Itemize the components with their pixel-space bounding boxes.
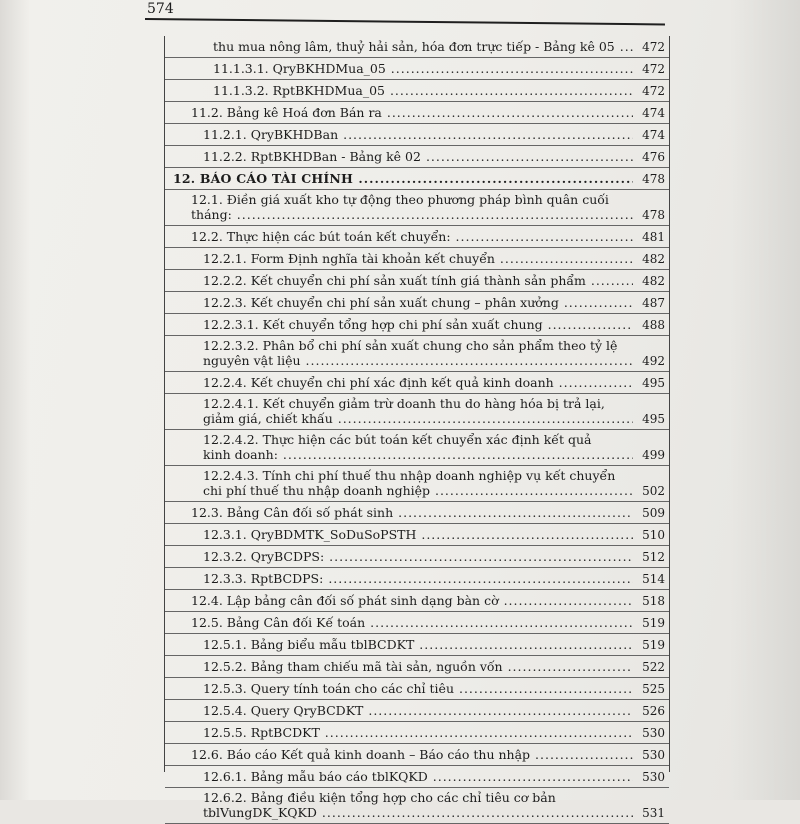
toc-entry bbox=[165, 766, 669, 788]
toc-entry-title: 12.4. Lập bảng cân đối số phát sinh dạng bàn cờ ..... bbox=[191, 593, 633, 608]
toc-entry-page: 510 bbox=[642, 528, 665, 542]
toc-entry-title: 12.2.2. Kết chuyển chi phí sản xuất tính giá thành sản phẩm ..... bbox=[203, 273, 633, 288]
toc-entry bbox=[165, 722, 669, 744]
toc-entry-page: 472 bbox=[642, 40, 665, 54]
toc-entry-title-line1: 12.2.4.2. Thực hiện các bút toán kết chuyển xác định kết quả bbox=[203, 432, 592, 447]
toc-entry bbox=[165, 80, 669, 102]
toc-entry-page: 495 bbox=[642, 376, 665, 390]
toc-entry-page: 502 bbox=[642, 484, 665, 498]
toc-entry bbox=[165, 568, 669, 590]
toc-entry-page: 530 bbox=[642, 748, 665, 762]
toc-entry bbox=[165, 612, 669, 634]
toc-rows bbox=[165, 36, 669, 824]
toc-entry bbox=[165, 36, 669, 58]
toc-entry bbox=[165, 430, 669, 466]
toc-entry-page: 476 bbox=[642, 150, 665, 164]
toc-entry-title: 12.5.1. Bảng biểu mẫu tblBCDKT ..... bbox=[203, 637, 633, 652]
toc-entry-title: 12.3.3. RptBCDPS: ..... bbox=[203, 571, 633, 586]
toc-entry-title: 12.6.1. Bảng mẫu báo cáo tblKQKD ..... bbox=[203, 769, 633, 784]
toc-entry-title bbox=[191, 192, 633, 222]
toc-entry-title: 12.2.4. Kết chuyển chi phí xác định kết quả kinh doanh ..... bbox=[203, 375, 633, 390]
page-number: 574 bbox=[147, 1, 174, 17]
toc-entry-page: 495 bbox=[642, 412, 665, 426]
toc-entry-page: 519 bbox=[642, 638, 665, 652]
toc-entry-page: 512 bbox=[642, 550, 665, 564]
toc-entry-title-line2: nguyên vật liệu ..... bbox=[203, 353, 633, 368]
toc-entry-page: 514 bbox=[642, 572, 665, 586]
toc-entry-title bbox=[203, 396, 633, 426]
toc-entry bbox=[165, 502, 669, 524]
toc-entry-title: 12.5.5. RptBCDKT ..... bbox=[203, 725, 633, 740]
toc-entry-page: 478 bbox=[642, 208, 665, 222]
toc-entry-page: 492 bbox=[642, 354, 665, 368]
toc-entry bbox=[165, 226, 669, 248]
toc-entry-title: 12.2.1. Form Định nghĩa tài khoản kết chuyển ..... bbox=[203, 251, 633, 266]
page-fold-shadow bbox=[0, 0, 30, 800]
toc-entry-title: 12.3. Bảng Cân đối số phát sinh ..... bbox=[191, 505, 633, 520]
toc-entry bbox=[165, 590, 669, 612]
toc-entry-page: 509 bbox=[642, 506, 665, 520]
toc-entry-page: 519 bbox=[642, 616, 665, 630]
toc-entry-title-line2: kinh doanh: ..... bbox=[203, 447, 633, 462]
toc-entry bbox=[165, 102, 669, 124]
toc-entry bbox=[165, 788, 669, 824]
toc-entry-title-line1: 12.1. Điền giá xuất kho tự động theo phương pháp bình quân cuối bbox=[191, 192, 609, 207]
toc-entry-page: 481 bbox=[642, 230, 665, 244]
toc-entry-title: 12.3.2. QryBCDPS: ..... bbox=[203, 549, 633, 564]
toc-entry-title bbox=[203, 432, 633, 462]
toc-entry-title: 12.6. Báo cáo Kết quả kinh doanh – Báo cáo thu nhập ..... bbox=[191, 747, 633, 762]
toc-entry bbox=[165, 546, 669, 568]
toc-entry-page: 474 bbox=[642, 128, 665, 142]
toc-entry-title-line1: 12.2.4.1. Kết chuyển giảm trừ doanh thu do hàng hóa bị trả lại, bbox=[203, 396, 605, 411]
toc-entry-title: 11.1.3.1. QryBKHDMua_05 ..... bbox=[213, 61, 633, 76]
toc-entry bbox=[165, 466, 669, 502]
toc-entry bbox=[165, 524, 669, 546]
toc-entry bbox=[165, 678, 669, 700]
toc-entry bbox=[165, 394, 669, 430]
toc-entry-title bbox=[203, 790, 633, 820]
toc-entry bbox=[165, 372, 669, 394]
toc-entry bbox=[165, 168, 669, 190]
table-of-contents bbox=[164, 36, 670, 820]
toc-entry-title: 12.5.3. Query tính toán cho các chỉ tiêu ..... bbox=[203, 681, 633, 696]
toc-entry bbox=[165, 656, 669, 678]
toc-entry-title: thu mua nông lâm, thuỷ hải sản, hóa đơn trực tiếp - Bảng kê 05 ..... bbox=[213, 39, 633, 54]
toc-entry-page: 472 bbox=[642, 62, 665, 76]
toc-entry-page: 474 bbox=[642, 106, 665, 120]
toc-entry-page: 531 bbox=[642, 806, 665, 820]
toc-entry-title-line2: tháng: ..... bbox=[191, 207, 633, 222]
toc-entry-title bbox=[203, 468, 633, 498]
toc-entry bbox=[165, 700, 669, 722]
toc-entry-title-line1: 12.6.2. Bảng điều kiện tổng hợp cho các chỉ tiêu cơ bản bbox=[203, 790, 556, 805]
toc-entry bbox=[165, 58, 669, 80]
toc-entry-title: 12.2.3.1. Kết chuyển tổng hợp chi phí sản xuất chung ..... bbox=[203, 317, 633, 332]
toc-entry-title: 11.2.2. RptBKHDBan - Bảng kê 02 ..... bbox=[203, 149, 633, 164]
toc-entry-title: 12.2. Thực hiện các bút toán kết chuyển: ..... bbox=[191, 229, 633, 244]
toc-entry-title: 12.3.1. QryBDMTK_SoDuSoPSTH ..... bbox=[203, 527, 633, 542]
toc-entry-title: 11.2. Bảng kê Hoá đơn Bán ra ..... bbox=[191, 105, 633, 120]
toc-entry bbox=[165, 634, 669, 656]
toc-entry bbox=[165, 336, 669, 372]
toc-entry-title: 12.5.2. Bảng tham chiếu mã tài sản, nguồn vốn ..... bbox=[203, 659, 633, 674]
toc-entry-page: 530 bbox=[642, 770, 665, 784]
toc-entry-page: 487 bbox=[642, 296, 665, 310]
toc-entry-page: 530 bbox=[642, 726, 665, 740]
toc-entry-title-line1: 12.2.4.3. Tính chi phí thuế thu nhập doanh nghiệp vụ kết chuyển bbox=[203, 468, 616, 483]
toc-entry-title-line2: giảm giá, chiết khấu ..... bbox=[203, 411, 633, 426]
toc-entry-page: 525 bbox=[642, 682, 665, 696]
toc-entry bbox=[165, 124, 669, 146]
toc-entry-page: 522 bbox=[642, 660, 665, 674]
toc-entry-title: 12.2.3. Kết chuyển chi phí sản xuất chung – phân xưởng ..... bbox=[203, 295, 633, 310]
toc-entry bbox=[165, 744, 669, 766]
toc-entry-title-line1: 12.2.3.2. Phân bổ chi phí sản xuất chung cho sản phẩm theo tỷ lệ bbox=[203, 338, 618, 353]
toc-entry-page: 482 bbox=[642, 252, 665, 266]
toc-entry-title: 11.2.1. QryBKHDBan ..... bbox=[203, 127, 633, 142]
toc-entry-page: 526 bbox=[642, 704, 665, 718]
page-edge-shadow bbox=[730, 0, 800, 800]
toc-entry-page: 482 bbox=[642, 274, 665, 288]
toc-entry-title-line2: chi phí thuế thu nhập doanh nghiệp ..... bbox=[203, 483, 633, 498]
toc-entry-page: 488 bbox=[642, 318, 665, 332]
toc-entry-title: 12.5. Bảng Cân đối Kế toán ..... bbox=[191, 615, 633, 630]
header-rule bbox=[145, 18, 665, 25]
toc-entry bbox=[165, 314, 669, 336]
toc-entry-page: 518 bbox=[642, 594, 665, 608]
toc-entry-title-line2: tblVungDK_KQKD ..... bbox=[203, 805, 633, 820]
toc-entry-title bbox=[203, 338, 633, 368]
toc-entry-title: 12. BÁO CÁO TÀI CHÍNH ..... bbox=[173, 171, 633, 186]
toc-entry-page: 478 bbox=[642, 172, 665, 186]
toc-entry bbox=[165, 146, 669, 168]
toc-entry bbox=[165, 248, 669, 270]
toc-entry-title: 11.1.3.2. RptBKHDMua_05 ..... bbox=[213, 83, 633, 98]
toc-entry bbox=[165, 292, 669, 314]
toc-entry-title: 12.5.4. Query QryBCDKT ..... bbox=[203, 703, 633, 718]
toc-entry-page: 472 bbox=[642, 84, 665, 98]
toc-entry-page: 499 bbox=[642, 448, 665, 462]
toc-entry bbox=[165, 190, 669, 226]
toc-entry bbox=[165, 270, 669, 292]
